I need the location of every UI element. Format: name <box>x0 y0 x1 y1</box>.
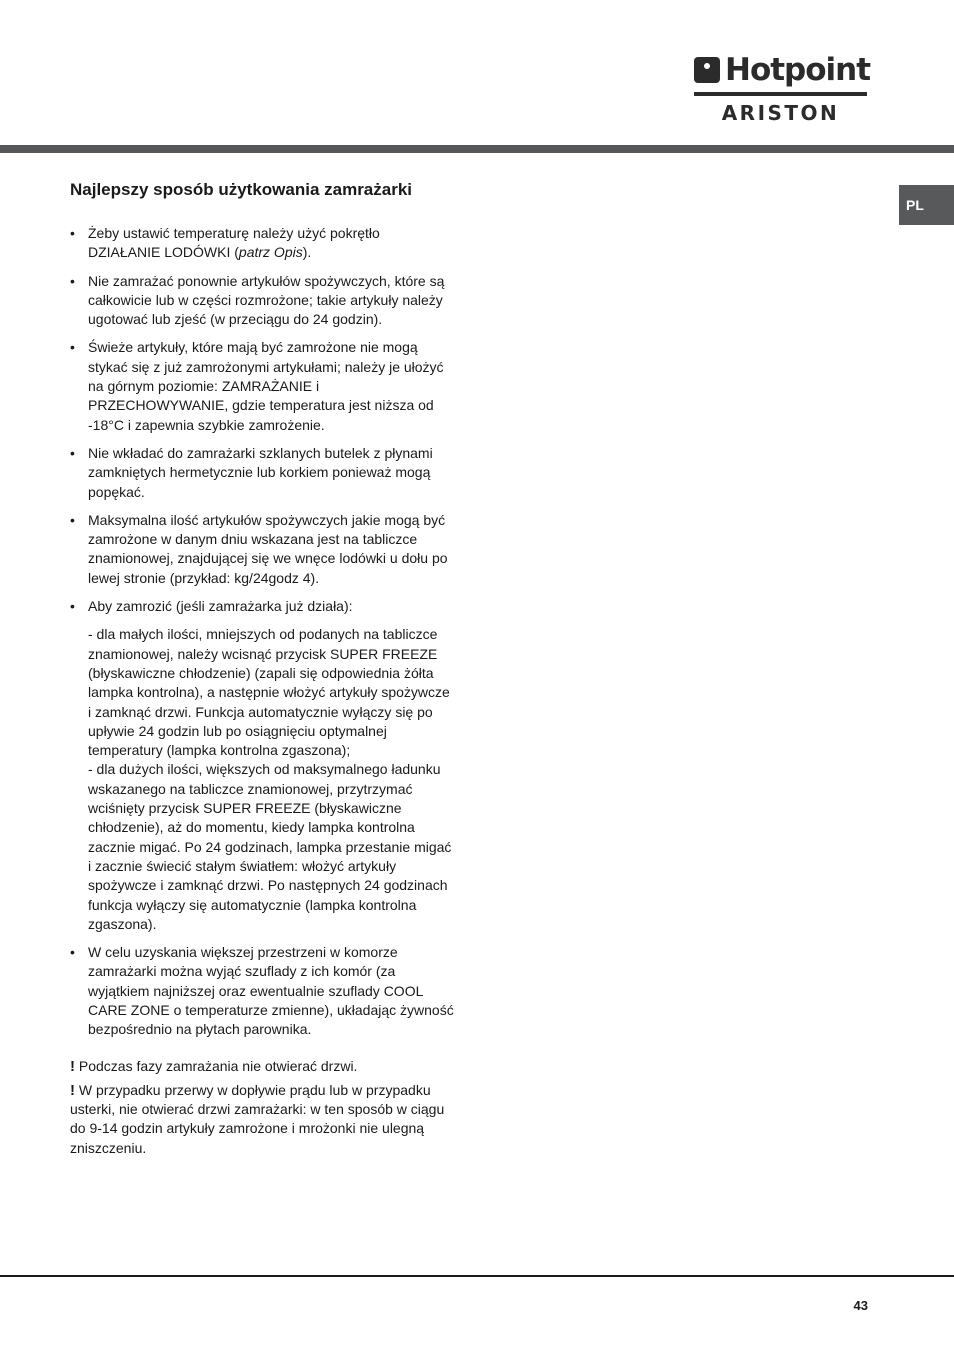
list-item <box>70 338 455 434</box>
warning-notes <box>70 1057 455 1158</box>
logo-top-row <box>694 52 871 88</box>
bullet-icon: • <box>70 225 75 241</box>
page-number: 43 <box>853 1298 868 1313</box>
header-bar <box>0 145 954 153</box>
logo-ariston-text: ARISTON <box>721 101 840 125</box>
warning-icon: ! <box>70 1057 75 1075</box>
list-item-text: Żeby ustawić temperaturę należy użyć pokrętło DZIAŁANIE LODÓWKI ( <box>88 225 380 261</box>
warning-note <box>70 1081 455 1158</box>
footer-rule <box>0 1275 954 1277</box>
list-item <box>70 272 455 330</box>
list-item-text: Aby zamrozić (jeśli zamrażarka już działa): <box>88 598 353 615</box>
list-item-text: W celu uzyskania większej przestrzeni w komorze zamrażarki można wyjąć szuflady z ich komór (za wyjątkiem najniższej oraz ewentualnie szuflady COOL CARE ZONE o temperaturze zmienne), układając żywność bezpośrednio na płytach parownika. <box>88 944 454 1038</box>
warning-note-text: Podczas fazy zamrażania nie otwierać drzwi. <box>78 1057 358 1074</box>
list-item-text: Nie zamrażać ponownie artykułów spożywczych, które są całkowicie lub w części rozmrożone; takie artykuły należy ugotować lub zjeść (w przeciągu do 24 godzin). <box>88 272 445 328</box>
main-content <box>70 178 455 1163</box>
language-tab: PL <box>899 185 954 225</box>
list-item <box>70 511 455 588</box>
warning-icon: ! <box>70 1081 75 1099</box>
list-item <box>70 444 455 502</box>
list-item-text-end: ). <box>302 244 312 261</box>
hotpoint-ariston-logo <box>694 52 871 125</box>
sub-item-large-quantities: - dla dużych ilości, większych od maksymalnego ładunku wskazanego na tabliczce znamionowej, przytrzymać wciśnięty przycisk SUPER FREEZE (błyskawiczne chłodzenie), aż do momentu, kiedy lampka kontrolna zacznie migać. Po 24 godzinach, lampka przestanie migać i zacznie świecić stałym światłem: włożyć artykuły spożywcze i zamknąć drzwi. Po następnych 24 godzinach funkcja wyłączy się automatycznie (lampka kontrolna zgaszona). <box>88 761 452 932</box>
list-item-text: Nie wkładać do zamrażarki szklanych butelek z płynami zamkniętych hermetycznie lub korkiem ponieważ mogą popękać. <box>88 444 433 500</box>
bullet-icon: • <box>70 272 75 289</box>
bullet-icon: • <box>70 598 75 615</box>
logo-mark-icon <box>694 57 720 83</box>
bullet-icon: • <box>70 511 75 528</box>
list-item-italic: patrz Opis <box>238 244 303 261</box>
list-item <box>70 597 455 934</box>
sub-item-small-quantities: - dla małych ilości, mniejszych od podanych na tabliczce znamionowej, należy wcisnąć przycisk SUPER FREEZE (błyskawiczne chłodzenie) (zapali się odpowiednia żółta lampka kontrolna), a następnie włożyć artykuły spożywcze i zamknąć drzwi. Funkcja automatycznie wyłączy się po upływie 24 godzin lub po osiągnięciu optymalnej temperatury (lampka kontrolna zgaszona); <box>88 626 450 759</box>
list-item-text: Świeże artykuły, które mają być zamrożone nie mogą stykać się z już zamrożonymi artykułami; należy je ułożyć na górnym poziomie: ZAMRAŻANIE i PRZECHOWYWANIE, gdzie temperatura jest niższa od -18°C i zapewnia szybkie zamrożenie. <box>88 339 444 433</box>
bullet-icon: • <box>70 444 75 461</box>
section-title: Najlepszy sposób użytkowania zamrażarki <box>70 180 413 199</box>
logo-rule <box>694 92 867 96</box>
usage-list <box>70 224 455 1040</box>
bullet-icon: • <box>70 339 75 356</box>
bullet-icon: • <box>70 944 75 961</box>
warning-note-text: W przypadku przerwy w dopływie prądu lub w przypadku usterki, nie otwierać drzwi zamrażarki: w ten sposób w ciągu do 9-14 godzin artykuły zamrożone i mrożonki nie ulegną zniszczeniu. <box>70 1081 445 1156</box>
list-item <box>70 943 455 1039</box>
list-item <box>70 224 455 263</box>
logo-hotpoint-text: Hotpoint <box>725 52 871 88</box>
list-item-text: Maksymalna ilość artykułów spożywczych jakie mogą być zamrożone w danym dniu wskazana jest na tabliczce znamionowej, znajdującej się we wnęce lodówki u dołu po lewej stronie (przykład: kg/24godz 4). <box>88 511 448 586</box>
warning-note <box>70 1057 455 1076</box>
